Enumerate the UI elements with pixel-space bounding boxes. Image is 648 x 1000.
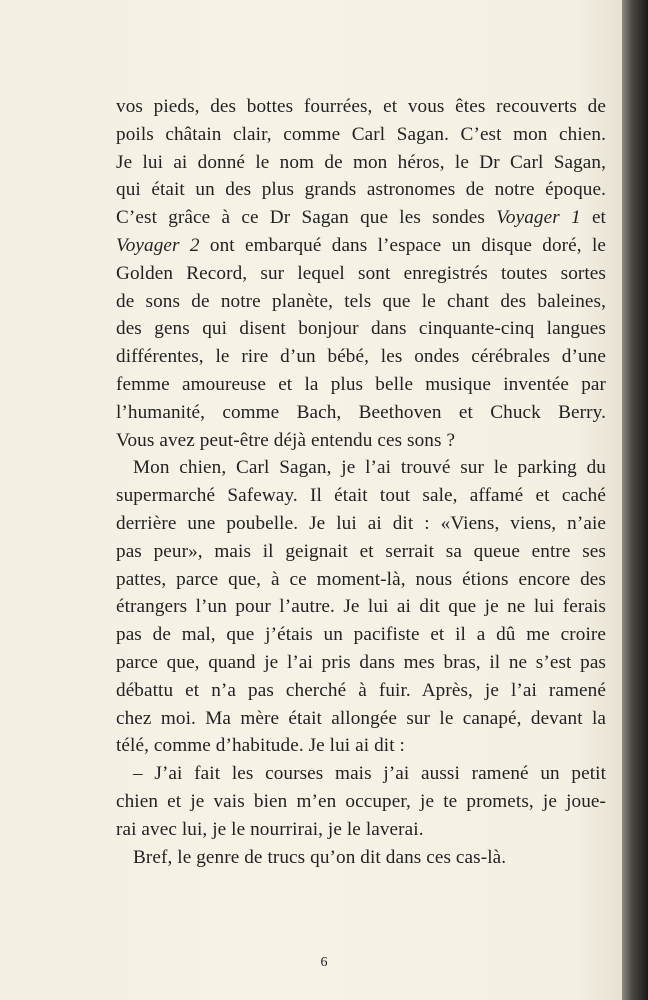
text-line: supermarché Safeway. Il était tout sale, affamé et caché <box>116 485 606 507</box>
body-text <box>116 93 606 871</box>
text-line: Je lui ai donné le nom de mon héros, le Dr Carl Sagan, <box>116 151 606 173</box>
text-line: des gens qui disent bonjour dans cinquante-cinq langues <box>116 318 606 340</box>
text-line: parce que, quand je l’ai pris dans mes bras, il ne s’est pas <box>116 651 606 673</box>
text-line: Bref, le genre de trucs qu’on dit dans ces cas-là. <box>133 846 507 868</box>
text-line: pas peur», mais il geignait et serrait sa queue entre ses <box>116 540 606 562</box>
text-line: pas de mal, que j’étais un pacifiste et il a dû me croire <box>116 624 606 646</box>
text-line: – J’ai fait les courses mais j’ai aussi ramené un petit <box>133 763 606 785</box>
text-line: derrière une poubelle. Je lui ai dit : «Viens, viens, n’aie <box>116 512 606 534</box>
text-line: C’est grâce à ce Dr Sagan que les sondes Voyager 1 et <box>116 207 606 229</box>
page-number: 6 <box>320 955 328 970</box>
text-line: vos pieds, des bottes fourrées, et vous êtes recouverts de <box>116 96 606 117</box>
text-line: Vous avez peut-être déjà entendu ces sons ? <box>116 429 456 451</box>
text-line: femme amoureuse et la plus belle musique inventée par <box>116 373 606 395</box>
text-line: chien et je vais bien m’en occuper, je te promets, je joue- <box>116 790 606 812</box>
text-line: télé, comme d’habitude. Je lui ai dit : <box>116 735 405 757</box>
text-line: Voyager 2 ont embarqué dans l’espace un disque doré, le <box>116 234 606 256</box>
text-line: différentes, le rire d’un bébé, les ondes cérébrales d’une <box>116 346 606 368</box>
text-line: poils châtain clair, comme Carl Sagan. C’est mon chien. <box>116 123 606 145</box>
text-line: qui était un des plus grands astronomes de notre époque. <box>116 179 606 201</box>
text-line: chez moi. Ma mère était allongée sur le canapé, devant la <box>116 707 606 729</box>
text-line: Mon chien, Carl Sagan, je l’ai trouvé sur le parking du <box>133 457 606 479</box>
text-line: Golden Record, sur lequel sont enregistrés toutes sortes <box>116 262 606 284</box>
book-spine-edge <box>622 0 648 1000</box>
text-line: de sons de notre planète, tels que le chant des baleines, <box>116 290 606 312</box>
text-line: débattu et n’a pas cherché à fuir. Après, je l’ai ramené <box>116 679 606 701</box>
text-line: rai avec lui, je le nourrirai, je le laverai. <box>116 818 424 840</box>
text-line: l’humanité, comme Bach, Beethoven et Chuck Berry. <box>116 401 606 423</box>
text-line: étrangers l’un pour l’autre. Je lui ai dit que je ne lui ferais <box>116 596 606 618</box>
text-line: pattes, parce que, à ce moment-là, nous étions encore des <box>116 568 606 590</box>
